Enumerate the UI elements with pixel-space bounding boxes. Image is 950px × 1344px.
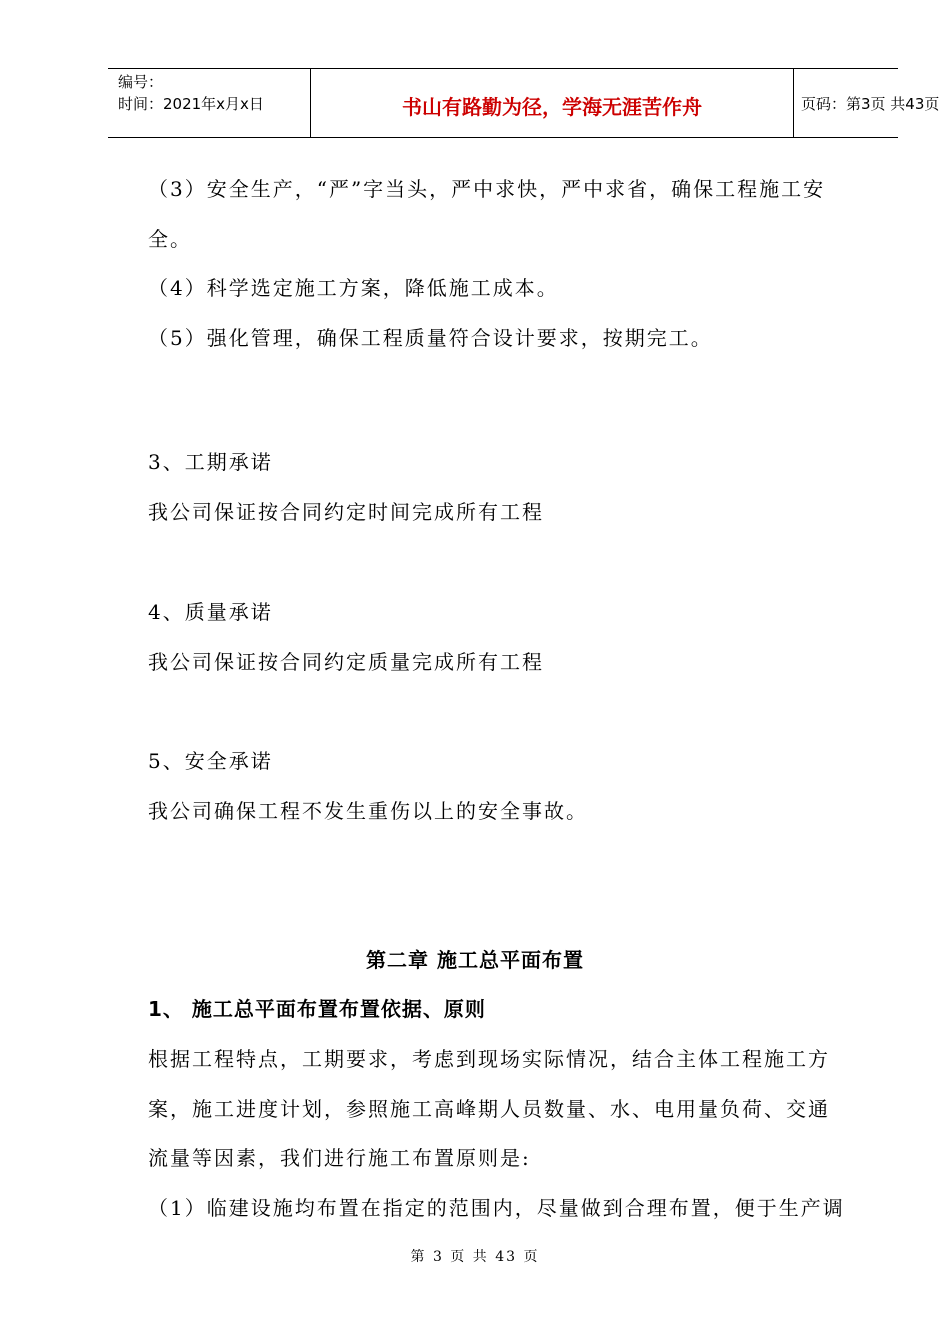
heading-safety-commitment: 5、安全承诺	[148, 749, 273, 773]
header-motto: 书山有路勤为径，学海无涯苦作舟	[402, 95, 702, 119]
body-line: （4）科学选定施工方案，降低施工成本。	[148, 276, 559, 300]
paragraph-line: 根据工程特点，工期要求，考虑到现场实际情况，结合主体工程施工方	[148, 1047, 830, 1071]
paragraph-line: （1）临建设施均布置在指定的范围内，尽量做到合理布置，便于生产调	[148, 1196, 845, 1220]
paragraph-line: 流量等因素，我们进行施工布置原则是:	[148, 1146, 531, 1170]
page-header	[108, 68, 940, 138]
document-date-label: 时间：2021年x月x日	[118, 95, 264, 113]
section-title: 1、 施工总平面布置布置依据、原则	[148, 997, 486, 1021]
paragraph-line: 案，施工进度计划，参照施工高峰期人员数量、水、电用量负荷、交通	[148, 1097, 830, 1121]
body-line: 我公司确保工程不发生重伤以上的安全事故。	[148, 799, 588, 823]
body-line: （5）强化管理，确保工程质量符合设计要求，按期完工。	[148, 326, 713, 350]
body-line: 我公司保证按合同约定质量完成所有工程	[148, 650, 544, 674]
page-footer: 第 3 页 共 43 页	[410, 1249, 540, 1265]
body-line: 我公司保证按合同约定时间完成所有工程	[148, 500, 544, 524]
body-line: 全。	[148, 227, 192, 251]
heading-quality-commitment: 4、质量承诺	[148, 600, 273, 624]
header-page-cell	[793, 69, 940, 137]
header-meta-cell	[108, 69, 310, 137]
heading-schedule-commitment: 3、工期承诺	[148, 450, 273, 474]
document-number-label: 编号：	[118, 73, 164, 91]
body-line: （3）安全生产，“严”字当头，严中求快，严中求省，确保工程施工安	[148, 177, 826, 201]
header-page-info: 页码：第3页 共43页	[801, 95, 940, 113]
chapter-title: 第二章 施工总平面布置	[366, 948, 584, 972]
header-motto-cell	[310, 69, 794, 137]
